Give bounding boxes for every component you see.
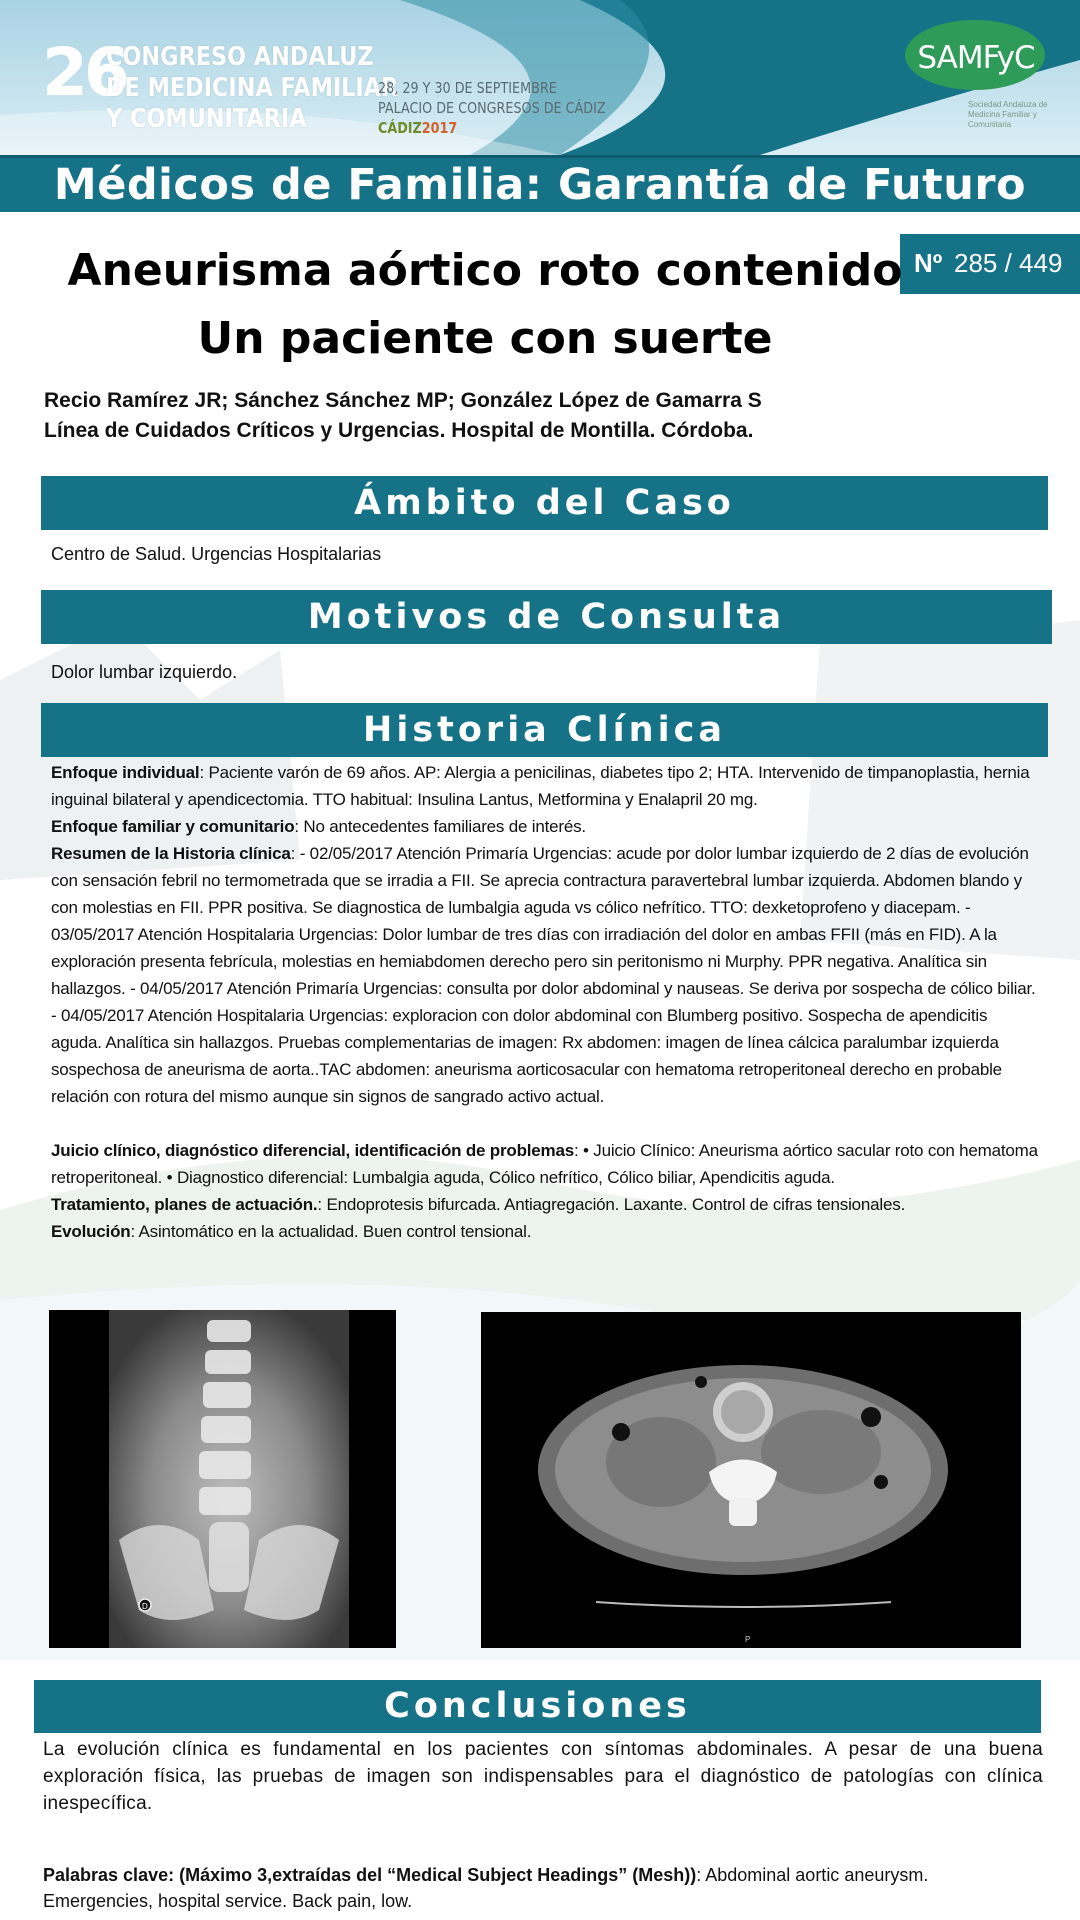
- paragraph-spacer: [51, 1110, 1041, 1137]
- abdominal-xray-image: [49, 1310, 396, 1648]
- enfoque-familiar-text: : No antecedentes familiares de interés.: [294, 817, 586, 836]
- author-names: Recio Ramírez JR; Sánchez Sánchez MP; González López de Gamarra S: [44, 389, 762, 412]
- congress-dates: 28, 29 Y 30 DE SEPTIEMBRE: [378, 79, 557, 97]
- abdominal-ct-image: [481, 1312, 1021, 1648]
- evolucion-text: : Asintomático en la actualidad. Buen control tensional.: [130, 1222, 532, 1241]
- authors-block: [44, 386, 762, 446]
- resumen-paragraph: [51, 840, 1041, 1110]
- samfyc-logo-text: SAMFyC: [917, 40, 1035, 76]
- juicio-text: : • Juicio Clínico: Aneurisma aórtico sacular roto con hematoma retroperitoneal. • Diagnostico diferencial: Lumbalgia aguda, Cólico nefrítico, Cólico biliar, Apendicitis aguda.: [51, 1141, 1038, 1187]
- enfoque-individual-label: Enfoque individual: [51, 763, 200, 782]
- historia-text: [51, 759, 1041, 1245]
- tratamiento-paragraph: [51, 1191, 1041, 1218]
- congress-title-line-1: CONGRESO ANDALUZ: [106, 42, 374, 72]
- poster-number-value: 285 / 449: [954, 248, 1063, 278]
- congress-city-year: [378, 118, 606, 138]
- section-header-conclusiones: [34, 1680, 1041, 1733]
- evolucion-paragraph: [51, 1218, 1041, 1245]
- congress-venue: PALACIO DE CONGRESOS DE CÁDIZ: [378, 99, 606, 117]
- congress-title: [106, 42, 398, 135]
- xray-illustration: [49, 1310, 396, 1648]
- case-title-line-2: Un paciente con suerte: [197, 313, 773, 364]
- section-title-historia: Historia Clínica: [363, 710, 726, 750]
- conclusiones-text: La evolución clínica es fundamental en los pacientes con síntomas abdominales. A pesar de una buena exploración física, las pruebas de imagen son indispensables para el diagnóstico de patologías con clínica inespecífica.: [43, 1739, 1043, 1814]
- xray-marker: D: [142, 1602, 148, 1611]
- enfoque-familiar-label: Enfoque familiar y comunitario: [51, 817, 295, 836]
- congress-title-line-2: DE MEDICINA FAMILIAR: [106, 73, 399, 103]
- ambito-text: Centro de Salud. Urgencias Hospitalarias: [51, 544, 382, 564]
- section-header-historia: [41, 703, 1048, 757]
- juicio-paragraph: [51, 1137, 1041, 1191]
- evolucion-label: Evolución: [51, 1222, 131, 1241]
- resumen-text: : - 02/05/2017 Atención Primaría Urgencias: acude por dolor lumbar izquierdo de 2 días de evolución con sensación febril no termometrada que se irradia a FII. Se aprecia contractura paravertebral lumbar izquierda. Abdomen blando y con molestias en FII. PPR positiva. Se diagnostica de lumbalgia aguda vs cólico nefrítico. TTO: dexketoprofeno y diacepam. - 03/05/2017 Atención Hospitalaria Urgencias: Dolor lumbar de tres días con irradiación del dolor en ambas FFII (más en FID). A la exploración presenta febrícula, molestias en hemiabdomen derecho pero sin peritonismo ni Murphy. PPR negativa. Analítica sin hallazgos. - 04/05/2017 Atención Primaría Urgencias: consulta por dolor abdominal y nauseas. Se deriva por sospecha de cólico biliar. - 04/05/2017 Atención Hospitalaria Urgencias: exploracion con dolor abdominal con Blumberg positivo. Sospecha de apendicitis aguda. Analítica sin hallazgos. Pruebas complementarias de imagen: Rx abdomen: imagen de línea cálcica paralumbar izquierda sospechosa de aneurisma de aorta..TAC abdomen: aneurisma aorticosacular con hematoma retroperitoneal derecho en probable relación con rotura del mismo aunque sin signos de sangrado activo actual.: [51, 844, 1036, 1106]
- keywords-block: [43, 1862, 1043, 1914]
- keywords-label: Palabras clave: (Máximo 3,extraídas del “Medical Subject Headings” (Mesh)): [43, 1865, 697, 1885]
- tratamiento-text: : Endoprotesis bifurcada. Antiagregación. Laxante. Control de cifras tensionales.: [317, 1195, 906, 1214]
- congress-year: 2017: [421, 119, 458, 137]
- poster-number-label: Nº: [914, 248, 943, 278]
- author-affiliation: Línea de Cuidados Críticos y Urgencias. Hospital de Montilla. Córdoba.: [44, 419, 754, 442]
- samfyc-logo-subtitle: Sociedad Andaluza de Medicina Familiar y Comunitaria: [968, 100, 1048, 129]
- congress-dates-block: [378, 78, 606, 138]
- section-header-motivos: [41, 590, 1052, 644]
- ct-marker: P: [745, 1635, 751, 1644]
- motivos-text: Dolor lumbar izquierdo.: [51, 662, 238, 682]
- congress-city: CÁDIZ: [378, 119, 422, 137]
- congress-title-line-3: Y COMUNITARIA: [106, 104, 307, 134]
- enfoque-individual-text: : Paciente varón de 69 años. AP: Alergia a penicilinas, diabetes tipo 2; HTA. Intervenido de timpanoplastia, hernia inguinal bilateral y apendicectomia. TTO habitual: Insulina Lantus, Metformina y Enalapril 20 mg.: [51, 763, 1030, 809]
- section-header-ambito: [41, 476, 1048, 530]
- congress-number: 26: [42, 34, 126, 111]
- ct-illustration: [481, 1312, 1021, 1648]
- section-title-ambito: Ámbito del Caso: [354, 483, 735, 523]
- keywords-text: : Abdominal aortic aneurysm. Emergencies, hospital service. Back pain, low.: [43, 1865, 929, 1911]
- resumen-label: Resumen de la Historia clínica: [51, 844, 291, 863]
- congress-header: [0, 0, 1080, 155]
- slogan-text: Médicos de Familia: Garantía de Futuro: [53, 160, 1027, 210]
- juicio-label: Juicio clínico, diagnóstico diferencial, identificación de problemas: [51, 1141, 574, 1160]
- section-title-motivos: Motivos de Consulta: [307, 597, 786, 637]
- case-title-line-1: Aneurisma aórtico roto contenido: [67, 245, 903, 296]
- tratamiento-label: Tratamiento, planes de actuación.: [51, 1195, 318, 1214]
- section-title-conclusiones: Conclusiones: [384, 1686, 691, 1726]
- enfoque-individual-paragraph: [51, 759, 1041, 813]
- poster-number-badge: [900, 234, 1080, 294]
- enfoque-familiar-paragraph: [51, 813, 1041, 840]
- slogan-banner: [0, 155, 1080, 212]
